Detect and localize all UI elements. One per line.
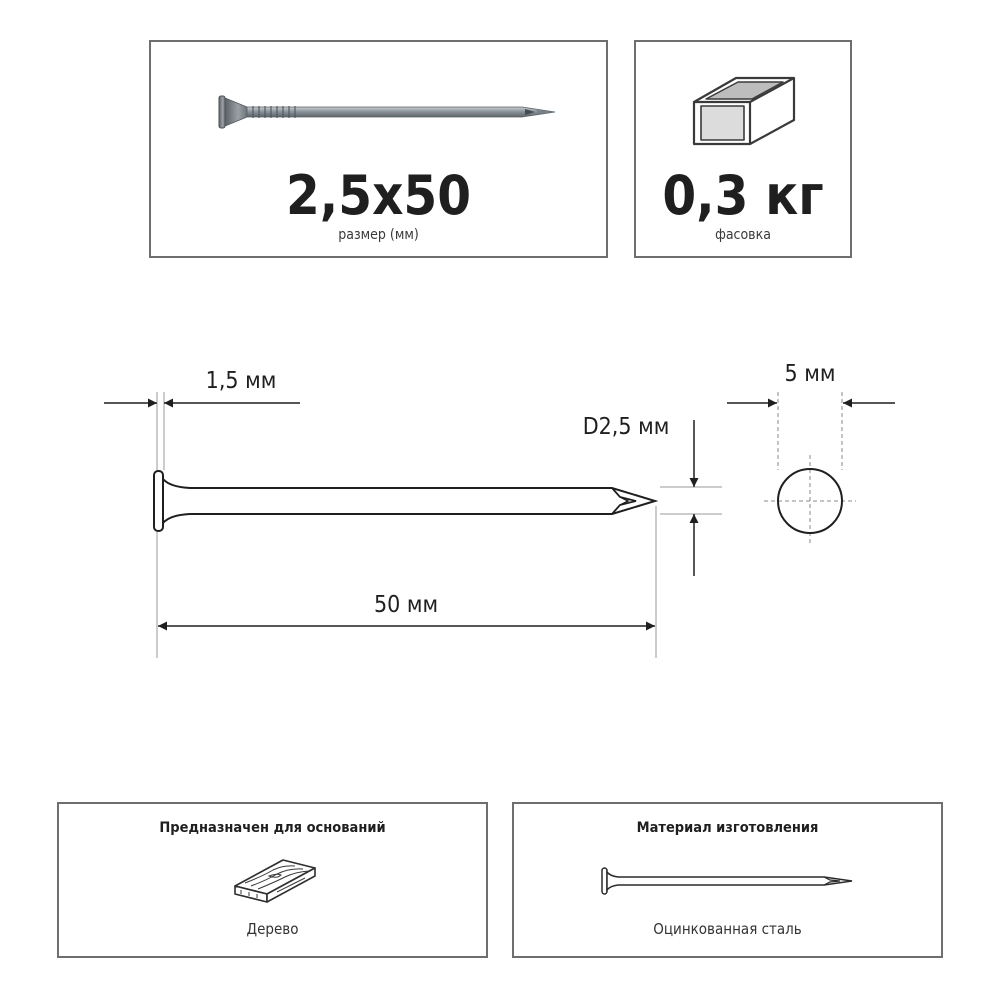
nail-head-end-view [764,392,856,545]
nail-side-view [154,471,655,531]
size-value: 2,5x50 [286,164,471,227]
package-caption: фасовка [715,227,771,243]
base-label: Дерево [246,920,299,938]
material-label: Оцинкованная сталь [653,920,802,938]
package-card [634,40,852,258]
size-caption: размер (мм) [338,227,419,243]
length-label: 50 мм [373,592,439,618]
package-weight: 0,3 кг [662,164,824,227]
diameter-label: D2,5 мм [582,414,670,440]
steel-nail-icon [600,866,856,896]
material-title: Материал изготовления [636,820,819,836]
box-package-icon [692,72,796,148]
head-thickness-label: 1,5 мм [205,368,277,394]
nail-photo-icon [217,90,563,132]
wood-plank-icon [233,856,317,904]
material-card [512,802,943,958]
base-title: Предназначен для оснований [159,820,386,836]
head-diameter-label: 5 мм [784,361,836,387]
base-card [57,802,488,958]
size-card [149,40,608,258]
